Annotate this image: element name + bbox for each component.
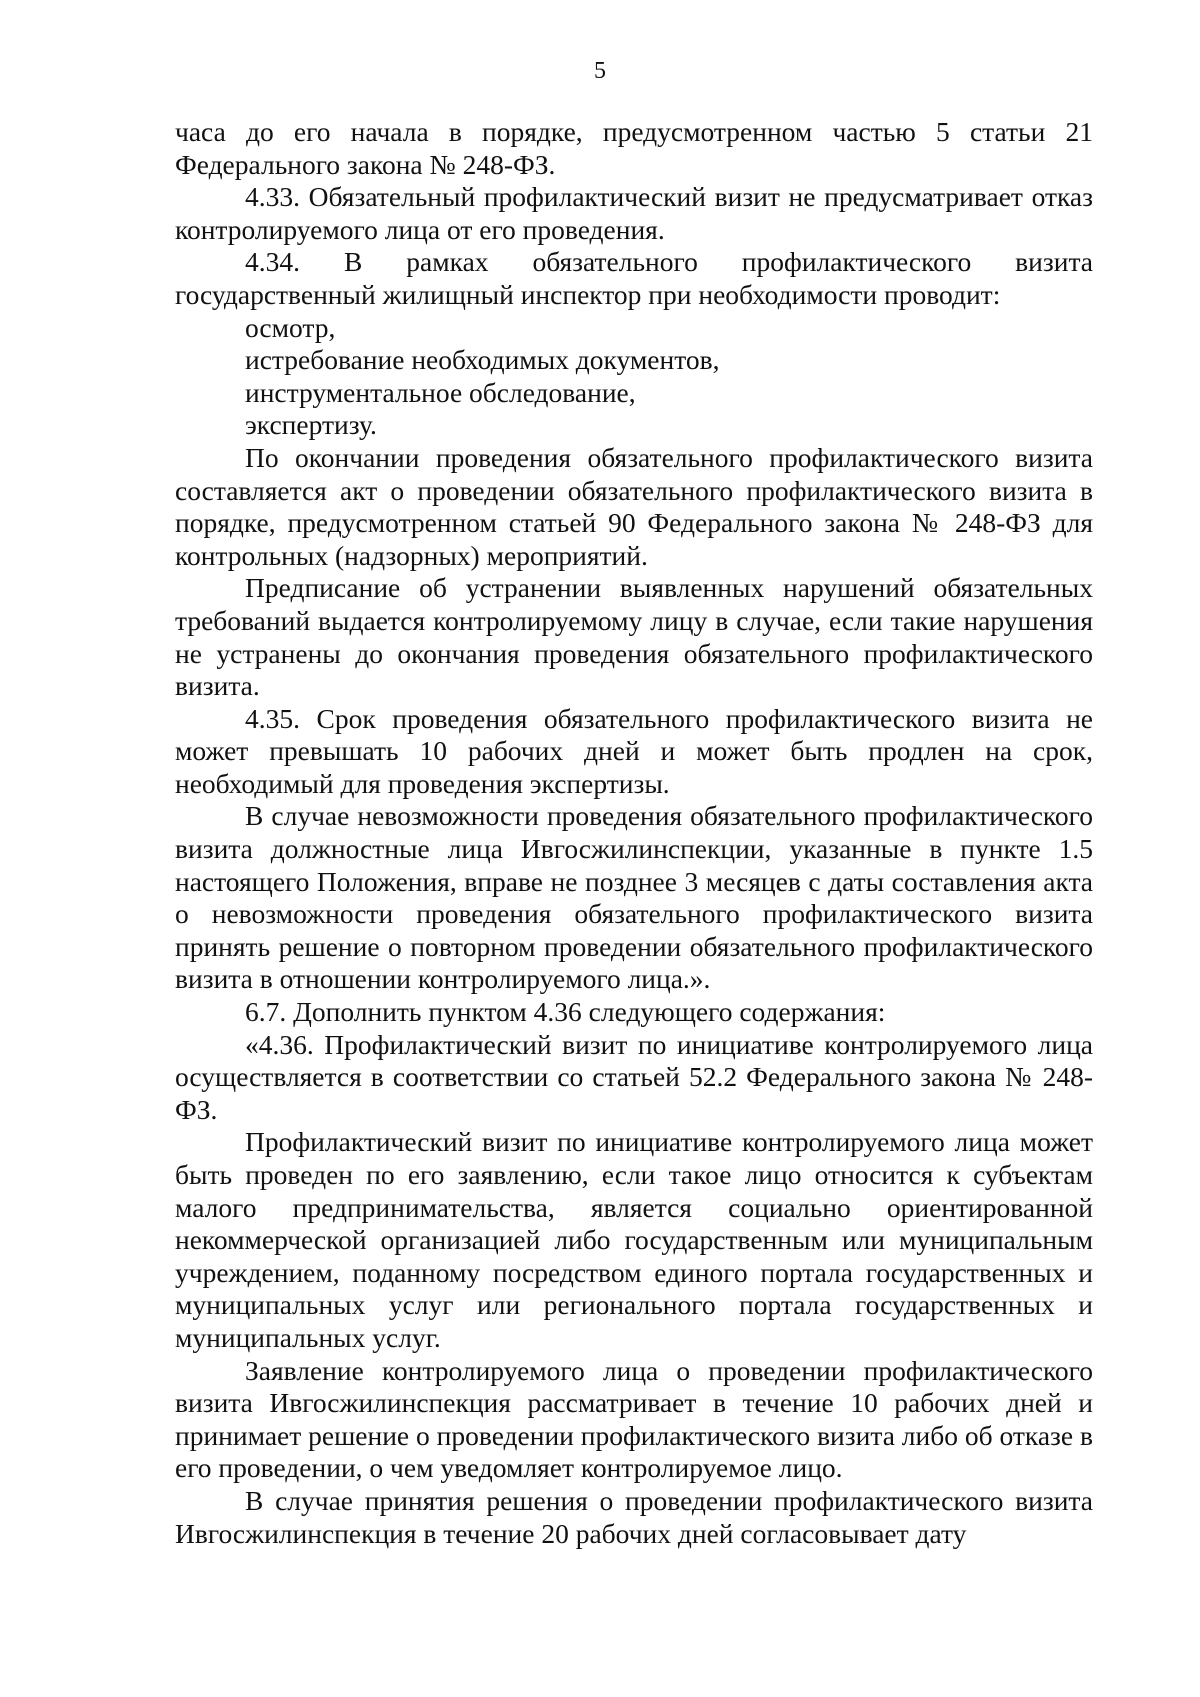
paragraph: В случае принятия решения о проведении профилактического визита Ивгосжилинспекция в течение 20 рабочих дней согласовывает дату: [175, 1484, 1093, 1549]
list-item: инструментальное обследование,: [245, 376, 636, 408]
paragraph: часа до его начала в порядке, предусмотренном частью 5 статьи 21 Федерального закона № 248-ФЗ.: [175, 116, 1093, 180]
paragraph: 4.34. В рамках обязательного профилактического визита государственный жилищный инспектор при необходимости проводит:: [175, 246, 1093, 310]
paragraph: 6.7. Дополнить пунктом 4.36 следующего содержания:: [245, 996, 886, 1028]
paragraph: Профилактический визит по инициативе контролируемого лица может быть проведен по его заявлению, если такое лицо относится к субъектам малого предпринимательства, является социально ориентированной некоммерческой организацией либо государственным или муниципальным учреждением, поданному посредством единого портала государственных и муниципальных услуг или регионального портала государственных и муниципальных услуг.: [175, 1126, 1093, 1353]
list-item: экспертизу.: [245, 409, 377, 441]
document-body: [175, 116, 1093, 1550]
paragraph: В случае невозможности проведения обязательного профилактического визита должностные лица Ивгосжилинспекции, указанные в пункте 1.5 настоящего Положения, вправе не позднее 3 месяцев с даты составления акта о невозможности проведения обязательного профилактического визита принять решение о повторном проведении обязательного профилактического визита в отношении контролируемого лица.».: [175, 800, 1093, 995]
paragraph: 4.35. Срок проведения обязательного профилактического визита не может превышать 10 рабочих дней и может быть продлен на срок, необходимый для проведения экспертизы.: [175, 702, 1093, 799]
paragraph: Предписание об устранении выявленных нарушений обязательных требований выдается контролируемому лицу в случае, если такие нарушения не устранены до окончания проведения обязательного профилактического визита.: [175, 572, 1093, 702]
paragraph: По окончании проведения обязательного профилактического визита составляется акт о проведении обязательного профилактического визита в порядке, предусмотренном статьей 90 Федерального закона № 248-ФЗ для контрольных (надзорных) мероприятий.: [175, 441, 1093, 571]
paragraph: Заявление контролируемого лица о проведении профилактического визита Ивгосжилинспекция рассматривает в течение 10 рабочих дней и принимает решение о проведении профилактического визита либо об отказе в его проведении, о чем уведомляет контролируемое лицо.: [175, 1354, 1093, 1484]
paragraph: 4.33. Обязательный профилактический визит не предусматривает отказ контролируемого лица от его проведения.: [175, 181, 1093, 245]
paragraph: «4.36. Профилактический визит по инициативе контролируемого лица осуществляется в соответствии со статьей 52.2 Федерального закона № 248-ФЗ.: [175, 1028, 1093, 1125]
list-item: осмотр,: [245, 311, 336, 343]
page-number: 5: [594, 58, 606, 84]
list-item: истребование необходимых документов,: [245, 344, 720, 376]
